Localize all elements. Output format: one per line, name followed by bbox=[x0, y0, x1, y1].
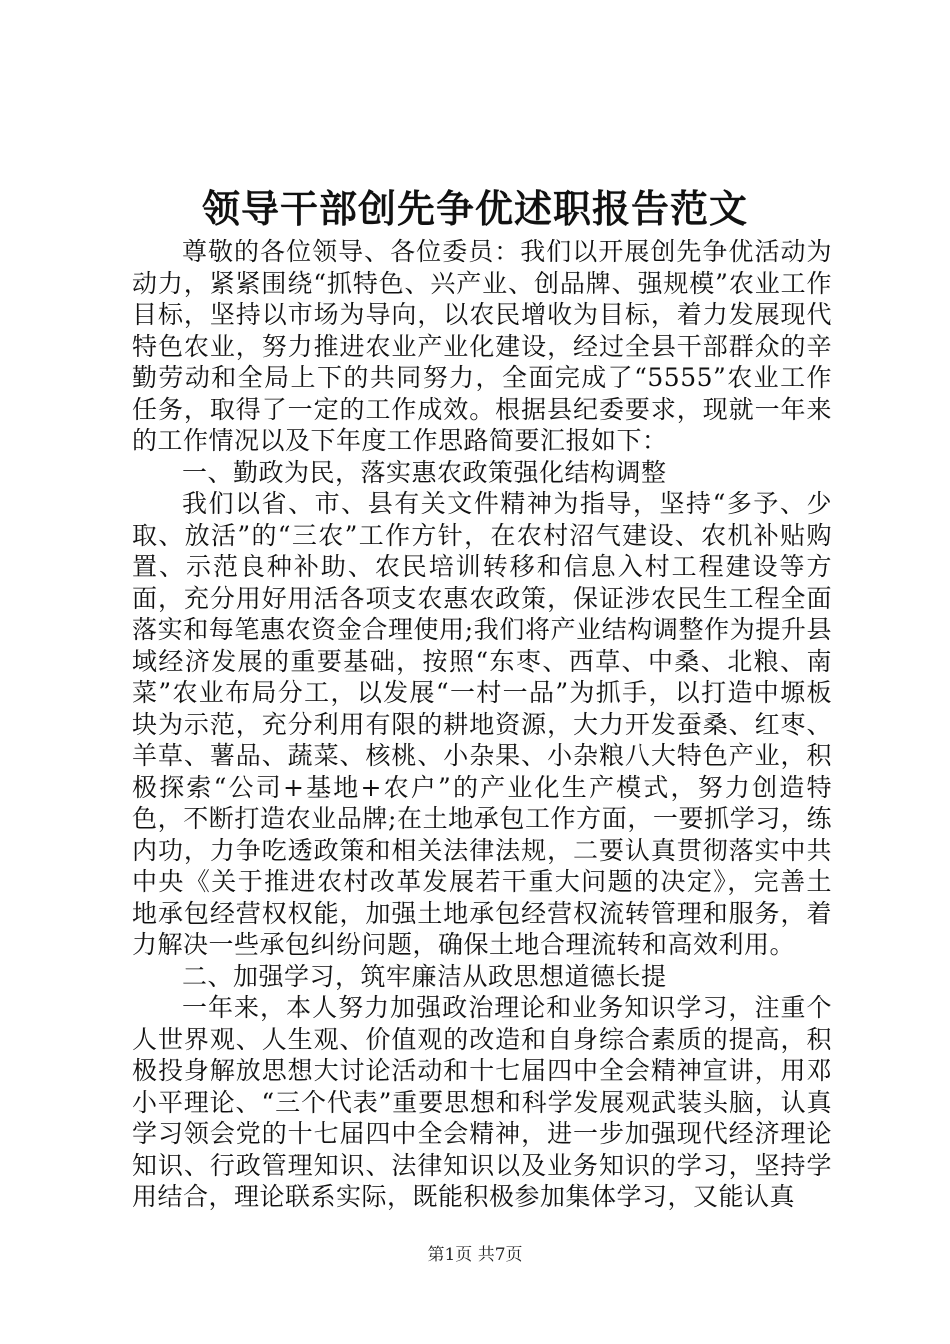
paragraph-section-1: 我们以省、市、县有关文件精神为指导，坚持“多予、少取、放活”的“三农”工作方针，在农村沼气建设、农机补贴购置、示范良种补助、农民培训转移和信息入村工程建设等方面，充分用好用活各项支农惠农政策，保证涉农民生工程全面落实和每笔惠农资金合理使用;我们将产业结构调整作为提升县域经济发展的重要基础，按照“东枣、西草、中桑、北粮、南菜”农业布局分工，以发展“一村一品”为抓手，以打造中塬板块为示范，充分利用有限的耕地资源，大力开发蚕桑、红枣、羊草、薯品、蔬菜、核桃、小杂果、小杂粮八大特色产业，积极探索“公司+基地+农户”的产业化生产模式，努力创造特色，不断打造农业品牌;在土地承包工作方面，一要抓学习，练内功，力争吃透政策和相关法律法规，二要认真贯彻落实中共中央《关于推进农村改革发展若干重大问题的决定》，完善土地承包经营权权能，加强土地承包经营权流转管理和服务，着力解决一些承包纠纷问题，确保土地合理流转和高效利用。 bbox=[132, 489, 832, 959]
document-title: 领导干部创先争优述职报告范文 bbox=[201, 186, 748, 231]
paragraph-section-2: 一年来，本人努力加强政治理论和业务知识学习，注重个人世界观、人生观、价值观的改造和自身综合素质的提高，积极投身解放思想大讨论活动和十七届四中全会精神宣讲，用邓小平理论、“三个代表”重要思想和科学发展观武装头脑，认真学习领会党的十七届四中全会精神，进一步加强现代经济理论知识、行政管理知识、法律知识以及业务知识的学习，坚持学用结合，理论联系实际，既能积极参加集体学习，又能认真 bbox=[132, 993, 832, 1211]
paragraph-salutation: 尊敬的各位领导、各位委员：我们以开展创先争优活动为动力，紧紧围绕“抓特色、兴产业、创品牌、强规模”农业工作目标，坚持以市场为导向，以农民增收为目标，着力发展现代特色农业，努力推进农业产业化建设，经过全县干部群众的辛勤劳动和全局上下的共同努力，全面完成了“5555”农业工作任务，取得了一定的工作成效。根据县纪委要求，现就一年来的工作情况以及下年度工作思路简要汇报如下： bbox=[132, 237, 832, 455]
page-footer: 第1页 共7页 bbox=[427, 1245, 523, 1265]
document-body bbox=[132, 236, 832, 1213]
section-heading-2: 二、加强学习，筑牢廉洁从政思想道德长提 bbox=[182, 961, 667, 991]
section-heading-1: 一、勤政为民，落实惠农政策强化结构调整 bbox=[182, 457, 667, 487]
